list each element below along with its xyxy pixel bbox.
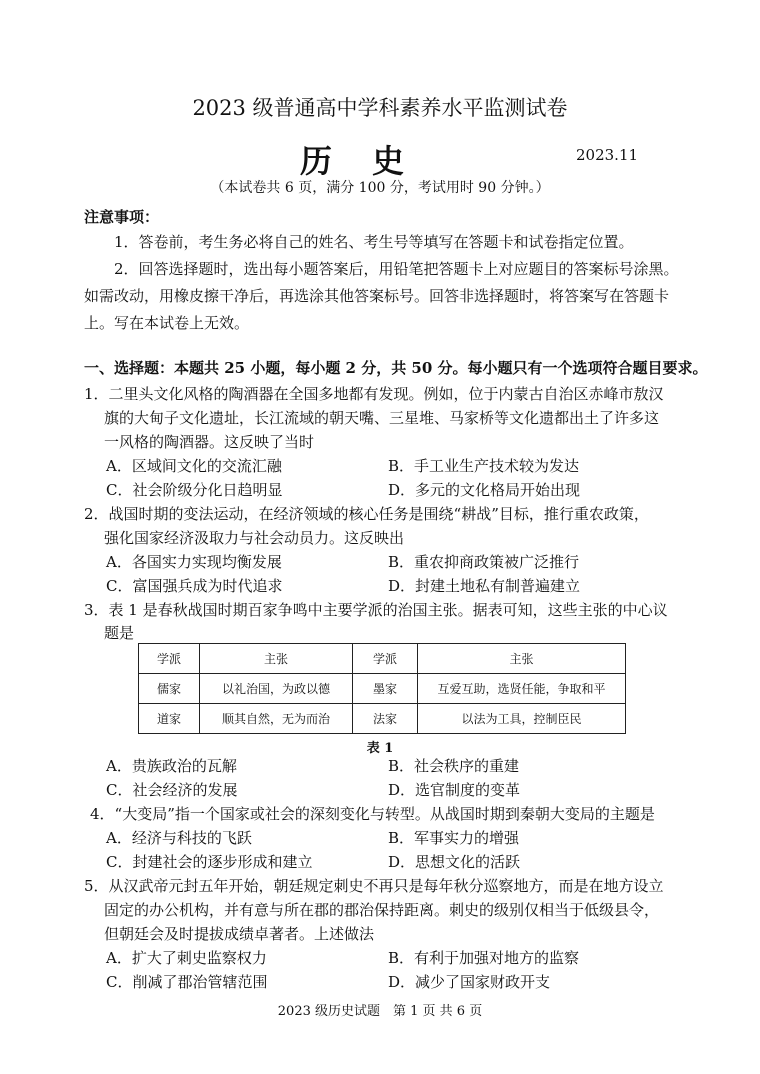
q3-option-b: B．社会秩序的重建 bbox=[388, 757, 520, 775]
table-cell: 道家 bbox=[139, 704, 200, 734]
q2-option-a: A．各国实力实现均衡发展 bbox=[106, 553, 282, 571]
table-cell: 以法为工具，控制臣民 bbox=[418, 704, 626, 734]
q2-option-c: C．富国强兵成为时代追求 bbox=[106, 577, 283, 595]
q2-line-1: 2．战国时期的变法运动，在经济领域的核心任务是围绕“耕战”目标，推行重农政策， bbox=[84, 505, 649, 523]
table-row bbox=[139, 704, 626, 734]
q3-option-c: C．社会经济的发展 bbox=[106, 781, 238, 799]
table-cell: 以礼治国，为政以德 bbox=[200, 674, 353, 704]
notice-line-2a: 2．回答选择题时，选出每小题答案后，用铅笔把答题卡上对应题目的答案标号涂黑。 bbox=[114, 260, 679, 278]
notice-line-2b: 如需改动，用橡皮擦干净后，再选涂其他答案标号。回答非选择题时，将答案写在答题卡 bbox=[84, 287, 670, 305]
table-caption: 表 1 bbox=[366, 741, 394, 756]
q1-option-d: D．多元的文化格局开始出现 bbox=[388, 481, 581, 499]
q1-line-3: 一风格的陶酒器。这反映了当时 bbox=[104, 433, 315, 451]
exam-date: 2023.11 bbox=[576, 146, 639, 164]
table-cell: 互爱互助，选贤任能，争取和平 bbox=[418, 674, 626, 704]
section-heading: 一、选择题：本题共 25 小题，每小题 2 分，共 50 分。每小题只有一个选项符合题目要求。 bbox=[84, 359, 708, 377]
page-footer: 2023 级历史试题 第 1 页 共 6 页 bbox=[277, 1004, 483, 1019]
notice-line-2c: 上。写在本试卷上无效。 bbox=[84, 314, 250, 332]
table-header-cell: 学派 bbox=[353, 644, 418, 674]
table-cell: 儒家 bbox=[139, 674, 200, 704]
q4-option-c: C．封建社会的逐步形成和建立 bbox=[106, 853, 313, 871]
table-header-cell: 主张 bbox=[200, 644, 353, 674]
schools-table bbox=[138, 643, 626, 734]
q5-option-a: A．扩大了刺史监察权力 bbox=[106, 949, 267, 967]
subject-title: 历史 bbox=[300, 142, 445, 180]
q5-option-b: B．有利于加强对地方的监察 bbox=[388, 949, 580, 967]
exam-title: 2023 级普通高中学科素养水平监测试卷 bbox=[192, 96, 568, 120]
table-header-cell: 主张 bbox=[418, 644, 626, 674]
q4-option-b: B．军事实力的增强 bbox=[388, 829, 520, 847]
table-header-cell: 学派 bbox=[139, 644, 200, 674]
q5-line-1: 5．从汉武帝元封五年开始，朝廷规定刺史不再只是每年秋分巡察地方，而是在地方设立 bbox=[84, 877, 664, 895]
table-cell: 法家 bbox=[353, 704, 418, 734]
q2-option-d: D．封建土地私有制普遍建立 bbox=[388, 577, 581, 595]
q1-option-c: C．社会阶级分化日趋明显 bbox=[106, 481, 283, 499]
q3-line-1: 3．表 1 是春秋战国时期百家争鸣中主要学派的治国主张。据表可知，这些主张的中心议 bbox=[84, 601, 668, 619]
q5-option-c: C．削减了郡治管辖范围 bbox=[106, 973, 268, 991]
exam-note: （本试卷共 6 页，满分 100 分，考试用时 90 分钟。） bbox=[210, 180, 550, 196]
q1-line-2: 旗的大甸子文化遗址，长江流域的朝天嘴、三星堆、马家桥等文化遗都出土了许多这 bbox=[104, 409, 660, 427]
q5-line-2: 固定的办公机构，并有意与所在郡的郡治保持距离。刺史的级别仅相当于低级县令， bbox=[104, 901, 660, 919]
table-cell: 顺其自然，无为而治 bbox=[200, 704, 353, 734]
q4-option-d: D．思想文化的活跃 bbox=[388, 853, 521, 871]
q4-option-a: A．经济与科技的飞跃 bbox=[106, 829, 252, 847]
table-header-row bbox=[139, 644, 626, 674]
table-row bbox=[139, 674, 626, 704]
q5-option-d: D．减少了国家财政开支 bbox=[388, 973, 551, 991]
q3-option-a: A．贵族政治的瓦解 bbox=[106, 757, 237, 775]
table-cell: 墨家 bbox=[353, 674, 418, 704]
q1-line-1: 1．二里头文化风格的陶酒器在全国多地都有发现。例如，位于内蒙古自治区赤峰市敖汉 bbox=[84, 385, 664, 403]
q1-option-b: B．手工业生产技术较为发达 bbox=[388, 457, 580, 475]
q4-line-1: 4．“大变局”指一个国家或社会的深刻变化与转型。从战国时期到秦朝大变局的主题是 bbox=[90, 805, 655, 823]
q5-line-3: 但朝廷会及时提拔成绩卓著者。上述做法 bbox=[104, 925, 375, 943]
notice-line-1: 1．答卷前，考生务必将自己的姓名、考生号等填写在答题卡和试卷指定位置。 bbox=[114, 233, 634, 251]
q3-line-2: 题是 bbox=[104, 624, 135, 642]
q1-option-a: A．区域间文化的交流汇融 bbox=[106, 457, 282, 475]
notice-heading: 注意事项： bbox=[84, 208, 160, 226]
q2-option-b: B．重农抑商政策被广泛推行 bbox=[388, 553, 580, 571]
q3-option-d: D．选官制度的变革 bbox=[388, 781, 521, 799]
q2-line-2: 强化国家经济汲取力与社会动员力。这反映出 bbox=[104, 529, 405, 547]
